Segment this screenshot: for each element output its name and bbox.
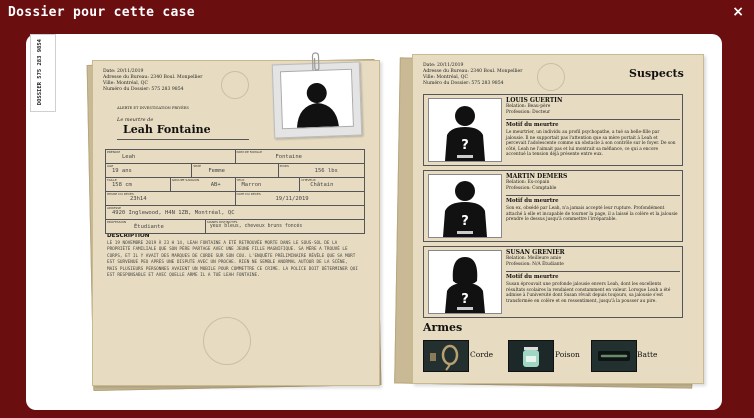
field-poids — [279, 164, 364, 177]
field-label: SEXE — [193, 164, 202, 168]
field-label: TAILLE — [107, 178, 117, 182]
suspect-photo — [428, 98, 502, 162]
field-profession — [106, 220, 206, 233]
suspects-header — [423, 63, 522, 87]
field-value: AB+ — [210, 182, 221, 188]
suspects-title: Suspects — [629, 67, 684, 80]
victim-fields-row — [106, 164, 364, 178]
field-nom — [236, 150, 365, 163]
field-sang — [171, 178, 236, 191]
weapon-label: Batte — [637, 350, 658, 359]
victim-name: Leah Fontaine — [123, 123, 211, 136]
header-city: Ville: Montréal, QC — [103, 81, 148, 86]
field-heure — [106, 192, 236, 205]
suspect-relation: Relation: Ex-copain — [506, 180, 550, 185]
field-signes — [206, 220, 364, 233]
field-value: 156 lbs — [314, 168, 338, 174]
field-value: 23h14 — [130, 196, 147, 202]
motive-text: Son ex, obsédé par Leah, n'a jamais accepté leur rupture. Profondément attaché à elle et incapable de tourner la page, il a laissé la colère et la jalousie prendre le dessus jusqu'à commettre l'irréparable. — [506, 206, 678, 223]
window-title-bar — [0, 0, 754, 26]
paperclip-icon — [308, 52, 323, 72]
field-label: DATE DU DÉCÈS — [236, 192, 261, 196]
male-silhouette-icon — [429, 175, 501, 237]
case-number-label: DOSSIER 575 283 9854 — [37, 39, 43, 106]
field-value: yeux bleus, cheveux bruns foncés — [209, 224, 303, 229]
field-label: ÂGE — [107, 164, 114, 168]
field-label: CHEVEUX — [301, 178, 316, 182]
field-label: PRÉNOM — [107, 150, 120, 154]
field-label: ADRESSE — [107, 206, 122, 210]
name-plate — [457, 307, 473, 310]
suspect-info — [506, 97, 678, 115]
field-value: Châtain — [310, 182, 334, 188]
photo-frame — [280, 69, 354, 129]
seal-stamp — [203, 317, 251, 365]
field-label: PROFESSION — [107, 220, 127, 224]
victim-fields-row — [106, 178, 364, 192]
weapon-label: Poison — [555, 350, 580, 359]
rope-icon — [424, 341, 468, 371]
alert-line: ALERTE ET INVESTIGATION PRIVÉES — [117, 106, 189, 110]
field-value: Femme — [208, 168, 225, 174]
svg-text:?: ? — [461, 292, 469, 307]
field-label: YEUX — [236, 178, 245, 182]
suspect-motive-box — [506, 271, 680, 316]
motive-label: Motif du meurtre — [506, 122, 559, 128]
motive-text: Le meurtrier, un individu au profil psychopathe, a tué sa belle-fille par jalousie. Il ne supportait pas l'attention que sa mère portait à Leah et percevait l'adolescente comme un obstacle à son contrôle sur le foyer. De son côté, Leah ne l'aimait pas et lui montrait sa méfiance, ce qui a encore accentué la tension déjà présente entre eux. — [506, 130, 676, 158]
suspect-card[interactable] — [423, 94, 683, 166]
faint-stamp — [537, 63, 565, 91]
svg-text:?: ? — [461, 138, 469, 153]
name-plate — [457, 155, 473, 158]
female-silhouette-icon — [429, 251, 501, 313]
victim-header — [103, 69, 202, 93]
suspect-info — [506, 173, 678, 191]
field-label: NOM DE FAMILLE — [236, 150, 263, 154]
weapons-title: Armes — [423, 321, 463, 334]
suspect-card[interactable] — [423, 170, 683, 242]
svg-text:?: ? — [461, 214, 469, 229]
field-label: POIDS — [279, 164, 289, 168]
victim-fields-row — [106, 220, 364, 233]
description-text: LE 19 NOVEMBRE 2019 À 23 H 14, LEAH FONTAINE A ÉTÉ RETROUVÉE MORTE DANS LE SOUS-SOL DE LA PROPRIÉTÉ FAMILIALE QUE SON PÈRE PARTAGE AVEC UNE JEUNE FILLE MAGNIFIQUE. SA MÈRE A TROUVÉ LE CORPS, ET IL Y AVAIT DES MARQUES DE CORDE SUR SON COU. L'ENQUÊTE PRÉLIMINAIRE RÉVÈLE QUE SA MORT EST SURVENUE PEU APRÈS UNE DISPUTE AVEC UN PROCHE. RIEN NE SEMBLE ANORMAL AUTOUR DE LA SCÈNE, MAIS PLUSIEURS PERSONNES AVAIENT UN MOBILE POUR COMMETTRE CE CRIME. LA POLICE DOIT DÉTERMINER QUI EST RESPONSABLE ET AVEC QUELLE ARME IL A TUÉ LEAH FONTAINE. — [107, 241, 358, 279]
description-title: DESCRIPTION — [107, 233, 150, 239]
field-label: HEURE DU DÉCÈS — [107, 192, 134, 196]
victim-fields-row — [106, 150, 364, 164]
field-label: SIGNES DISTINCTIFS — [206, 220, 238, 224]
motive-text: Susan éprouvait une profonde jalousie envers Leah, dont les excellents résultats scolaires la rendaient constamment en valeur. Lorsque Leah a été admise à l'université dont Susan rêvait depuis toujours, sa jalousie s'est transformée en colère et en ressentiment, jusqu'à la pousser au pire. — [506, 282, 671, 304]
field-date — [236, 192, 365, 205]
suspect-profession: Profession: N/A Étudiante — [506, 261, 564, 267]
name-plate — [457, 231, 473, 234]
suspect-relation: Relation: Meilleure amie — [506, 256, 562, 261]
weapon-poison[interactable] — [508, 340, 554, 372]
header-date: Date: 20/11/2019 — [103, 69, 144, 74]
suspect-name: SUSAN GRENIER — [506, 249, 565, 256]
male-silhouette-icon — [429, 99, 501, 161]
suspect-motive-box — [506, 195, 680, 240]
field-prenom — [106, 150, 236, 163]
field-taille — [106, 178, 171, 191]
field-value: 158 cm — [112, 182, 132, 188]
header-city: Ville: Montréal, QC — [423, 75, 468, 80]
suspect-name: LOUIS GUERTIN — [506, 97, 563, 104]
field-value: Fontaine — [275, 154, 302, 160]
victim-photo — [272, 61, 363, 138]
field-label: GROUPE SANGUIN — [171, 178, 200, 182]
motive-label: Motif du meurtre — [506, 198, 559, 204]
case-number-tab — [30, 34, 56, 112]
victim-fields-row — [106, 206, 364, 220]
field-value: 19 ans — [112, 168, 132, 174]
suspect-relation: Relation: Beau-père — [506, 104, 551, 109]
field-value: Étudiante — [134, 224, 164, 230]
faint-stamp — [221, 71, 249, 99]
header-phone: Numéro du Dossier: 575 283 9854 — [103, 87, 184, 92]
suspect-profession: Profession: Comptable — [506, 185, 557, 191]
victim-fields-row — [106, 192, 364, 206]
field-yeux — [236, 178, 301, 191]
header-date: Date: 20/11/2019 — [423, 63, 464, 68]
field-value: Marron — [241, 182, 262, 188]
field-adresse — [106, 206, 364, 219]
suspect-card[interactable] — [423, 246, 683, 318]
suspect-photo — [428, 250, 502, 314]
victim-fields-table — [105, 149, 365, 234]
header-address: Adresse du Bureau: 2340 Boul. Monpellier — [423, 69, 523, 74]
field-sexe — [192, 164, 278, 177]
header-address: Adresse du Bureau: 2340 Boul. Monpellier — [103, 75, 203, 80]
victim-name-underline — [117, 139, 249, 140]
field-value: Leah — [122, 154, 136, 160]
victim-caption: Le meurtre de — [117, 117, 154, 123]
bat-icon — [592, 341, 636, 371]
weapon-bat[interactable] — [591, 340, 637, 372]
suspect-info — [506, 249, 678, 267]
field-value: 4920 Inglewood, H4N 1ZB, Montréal, QC — [112, 210, 235, 216]
close-icon[interactable]: × — [732, 4, 744, 20]
weapon-label: Corde — [470, 350, 494, 359]
suspect-profession: Profession: Docteur — [506, 109, 551, 115]
field-value: 19/11/2019 — [275, 196, 309, 202]
suspect-name: MARTIN DEMERS — [506, 173, 568, 180]
weapon-rope[interactable] — [423, 340, 469, 372]
window-title: Dossier pour cette case — [8, 5, 195, 20]
suspect-motive-box — [506, 119, 680, 164]
field-age — [106, 164, 192, 177]
victim-silhouette-icon — [281, 70, 353, 128]
poison-jar-icon — [509, 341, 553, 371]
motive-label: Motif du meurtre — [506, 274, 559, 280]
suspect-photo — [428, 174, 502, 238]
header-phone: Numéro du Dossier: 575 283 9854 — [423, 81, 504, 86]
field-cheveux — [300, 178, 364, 191]
